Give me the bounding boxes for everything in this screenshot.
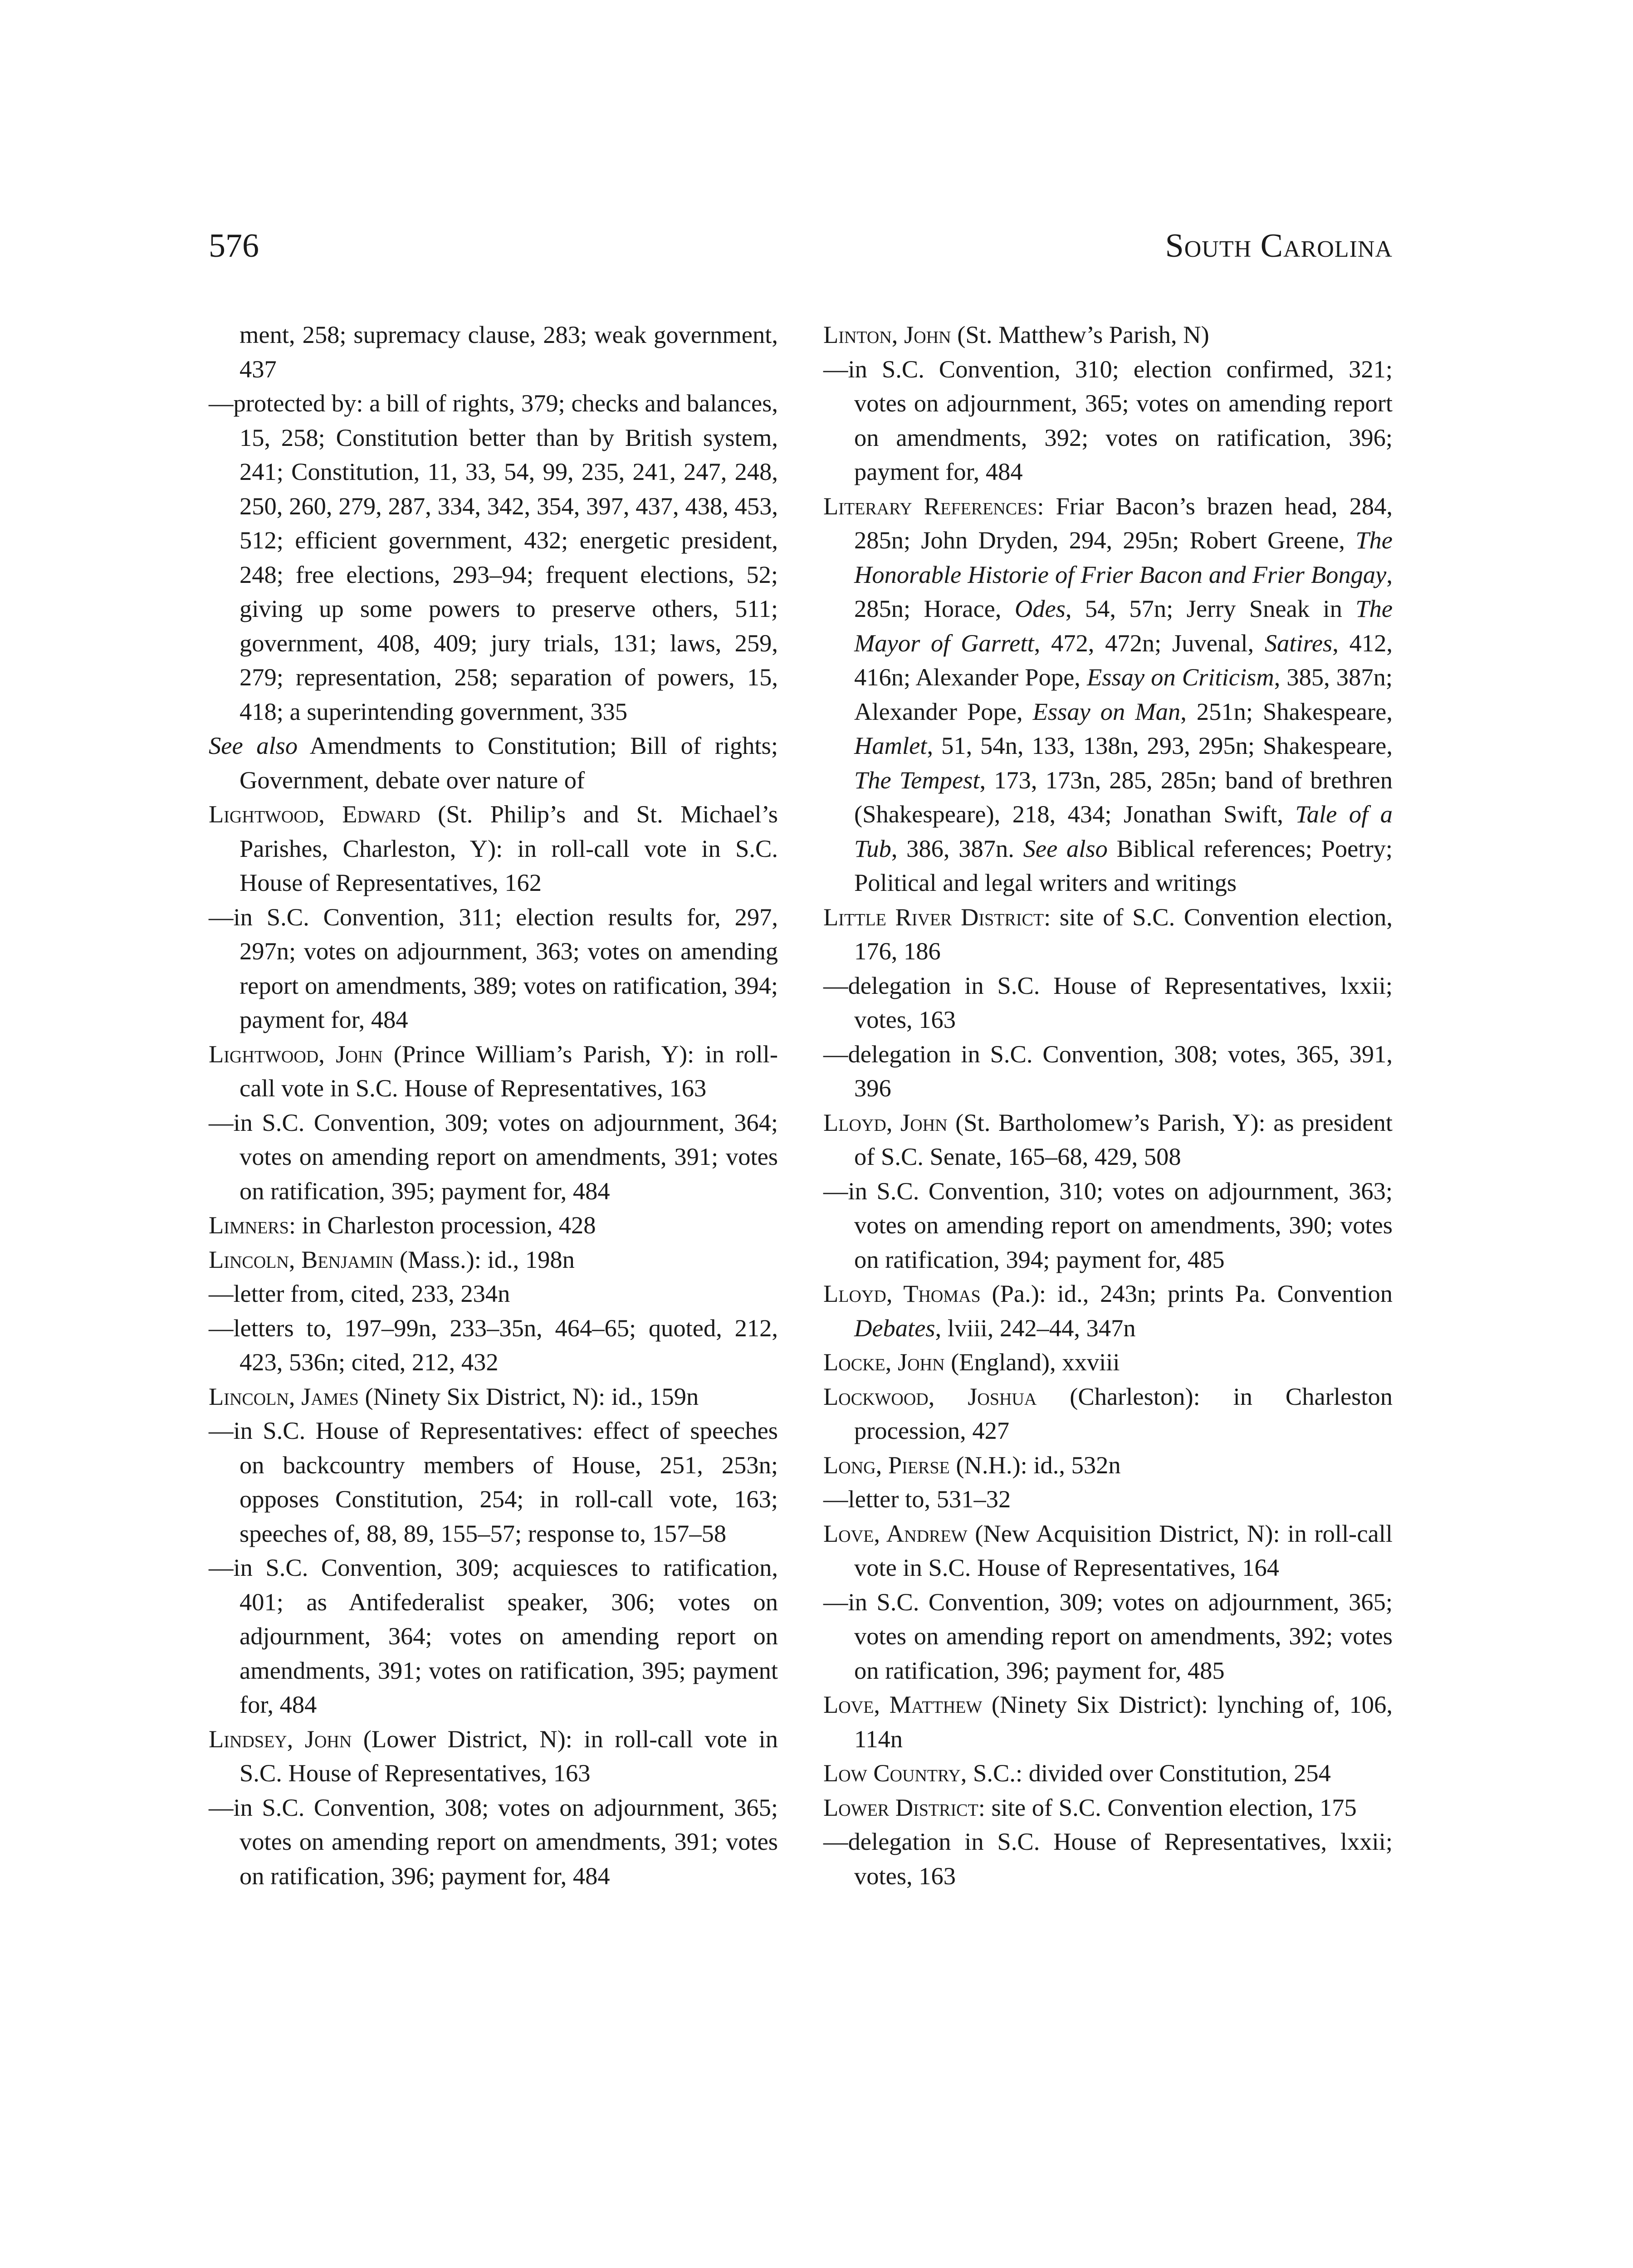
index-subentry xyxy=(209,1790,778,1893)
entry-heading: Lincoln, Benjamin xyxy=(209,1245,394,1273)
italic-text: Essay on Criticism xyxy=(1086,663,1274,691)
italic-text: The Mayor of Garrett xyxy=(854,595,1393,657)
index-subentry xyxy=(209,1276,778,1311)
index-entry xyxy=(209,1379,778,1414)
index-entry xyxy=(823,1345,1393,1379)
entry-text: (England), xxviii xyxy=(944,1348,1120,1376)
index-entry xyxy=(209,1722,778,1790)
entry-text: —in S.C. Convention, 310; votes on adjournment, 363; votes on amending report on amendments, 390; votes on ratification, 394; payment for, 485 xyxy=(823,1177,1393,1273)
index-entry xyxy=(823,1105,1393,1174)
entry-text: (N.H.): id., 532n xyxy=(949,1451,1121,1479)
entry-heading: Literary References xyxy=(823,492,1037,520)
index-entry xyxy=(209,728,778,797)
entry-text: (Pa.): id., 243n; prints Pa. Convention xyxy=(980,1280,1393,1307)
index-subentry xyxy=(823,1174,1393,1277)
index-entry xyxy=(823,1379,1393,1448)
entry-text: , 173, 173n, 285, 285n; band of brethren (Shakespeare), 218, 434; Jonathan Swift, xyxy=(854,766,1393,828)
index-column-left xyxy=(209,318,778,1893)
entry-text: : in Charleston procession, 428 xyxy=(288,1211,596,1239)
index-subentry xyxy=(823,1824,1393,1893)
italic-text: Hamlet xyxy=(854,732,927,759)
index-subentry xyxy=(209,1311,778,1379)
entry-text: , 251n; Shakespeare, xyxy=(1180,697,1393,725)
index-column-right xyxy=(823,318,1393,1893)
index-entry xyxy=(823,1756,1393,1790)
entry-heading: Linton, John xyxy=(823,321,951,348)
entry-text: , 285n; Horace, xyxy=(854,560,1393,622)
index-subentry xyxy=(823,1482,1393,1516)
index-entry-continuation xyxy=(209,318,778,386)
entry-heading: Little River District xyxy=(823,903,1044,931)
index-subentry xyxy=(823,968,1393,1037)
entry-text: —in S.C. Convention, 309; votes on adjournment, 365; votes on amending report on amendments, 392; votes on ratification, 396; payment for, 485 xyxy=(823,1588,1393,1684)
index-entry xyxy=(823,1448,1393,1482)
index-entry xyxy=(823,1687,1393,1756)
index-entry xyxy=(209,797,778,900)
index-subentry xyxy=(823,352,1393,489)
entry-text: (St. Bartholomew’s Parish, Y): as president of S.C. Senate, 165–68, 429, 508 xyxy=(854,1108,1393,1170)
entry-heading: Love, Andrew xyxy=(823,1519,968,1547)
entry-text: , 472, 472n; Juvenal, xyxy=(1034,629,1265,657)
index-subentry xyxy=(209,1413,778,1550)
index-subentry xyxy=(823,1037,1393,1105)
italic-text: See also xyxy=(1023,834,1108,862)
entry-heading: Locke, John xyxy=(823,1348,945,1376)
entry-text: —letter to, 531–32 xyxy=(823,1485,1011,1513)
italic-text: Debates xyxy=(854,1314,935,1342)
entry-heading: Lincoln, James xyxy=(209,1382,359,1410)
entry-text: —in S.C. Convention, 308; votes on adjournment, 365; votes on amending report on amendments, 391; votes on ratification, 396; payment for, 484 xyxy=(209,1793,778,1890)
entry-heading: Lightwood, John xyxy=(209,1040,383,1068)
entry-text: Amendments to Constitution; Bill of rights; Government, debate over nature of xyxy=(240,732,778,794)
entry-text: : divided over Constitution, 254 xyxy=(1015,1759,1331,1787)
entry-text: , lviii, 242–44, 347n xyxy=(935,1314,1136,1342)
italic-text: The Honorable Historie of Frier Bacon and Frier Bongay xyxy=(854,526,1393,588)
entry-text: —protected by: a bill of rights, 379; checks and balances, 15, 258; Constitution better than by British system, 241; Constitution, 11, 33, 54, 99, 235, 241, 247, 248, 250, 260, 279, 287, 334, 342, 354, 397, 437, 438, 453, 512; efficient government, 432; energetic president, 248; free elections, 293–94; frequent elections, 52; giving up some powers to preserve others, 511; government, 408, 409; jury trials, 131; laws, 259, 279; representation, 258; separation of powers, 15, 418; a superintending government, 335 xyxy=(209,389,778,725)
entry-heading: Love, Matthew xyxy=(823,1691,983,1718)
entry-heading: Long, Pierse xyxy=(823,1451,950,1479)
index-entry xyxy=(823,1516,1393,1585)
entry-heading: Lloyd, Thomas xyxy=(823,1280,981,1307)
index-subentry xyxy=(823,1585,1393,1688)
entry-text: , 386, 387n. xyxy=(891,834,1023,862)
entry-heading: Lockwood, Joshua xyxy=(823,1382,1037,1410)
index-subentry xyxy=(209,900,778,1037)
italic-text: Odes xyxy=(1014,595,1066,622)
index-subentry xyxy=(209,1105,778,1208)
entry-text: —in S.C. Convention, 309; votes on adjournment, 364; votes on amending report on amendments, 391; votes on ratification, 395; payment for, 484 xyxy=(209,1108,778,1205)
entry-text: , 54, 57n; Jerry Sneak in xyxy=(1065,595,1356,622)
index-entry xyxy=(823,318,1393,352)
italic-text: See also xyxy=(209,732,298,759)
entry-text: —in S.C. Convention, 309; acquiesces to ratification, 401; as Antifederalist speaker, 306; votes on adjournment, 364; votes on amending report on amendments, 391; votes on ratification, 395; payment for, 484 xyxy=(209,1554,778,1718)
index-entry xyxy=(823,900,1393,968)
entry-text: —delegation in S.C. House of Representatives, lxxii; votes, 163 xyxy=(823,971,1393,1033)
running-head: South Carolina xyxy=(1165,227,1393,264)
index-entry xyxy=(823,1276,1393,1345)
entry-text: (St. Philip’s and St. Michael’s Parishes, Charleston, Y): in roll-call vote in S.C. House of Representatives, 162 xyxy=(240,800,778,896)
entry-text: —delegation in S.C. House of Representatives, lxxii; votes, 163 xyxy=(823,1828,1393,1890)
entry-text: , 385, 387n; Alexander Pope, xyxy=(854,663,1393,725)
entry-text: (Mass.): id., 198n xyxy=(393,1245,575,1273)
italic-text: Essay on Man xyxy=(1032,697,1181,725)
entry-text: (Ninety Six District, N): id., 159n xyxy=(358,1382,699,1410)
page-header xyxy=(209,227,1393,281)
entry-text: ment, 258; supremacy clause, 283; weak government, 437 xyxy=(240,321,778,383)
entry-heading: Lower District xyxy=(823,1793,978,1821)
index-entry xyxy=(209,1208,778,1242)
entry-text: (New Acquisition District, N): in roll-call vote in S.C. House of Representatives, 164 xyxy=(854,1519,1393,1581)
entry-text: (Ninety Six District): lynching of, 106, 114n xyxy=(854,1691,1393,1753)
italic-text: Satires xyxy=(1264,629,1333,657)
entry-text: , 51, 54n, 133, 138n, 293, 295n; Shakespeare, xyxy=(927,732,1393,759)
index-subentry xyxy=(209,386,778,728)
entry-text: —letter from, cited, 233, 234n xyxy=(209,1280,510,1307)
index-subentry xyxy=(209,1550,778,1722)
entry-text: —in S.C. Convention, 311; election results for, 297, 297n; votes on adjournment, 363; votes on amending report on amendments, 389; votes on ratification, 394; payment for, 484 xyxy=(209,903,778,1033)
italic-text: Tale of a Tub xyxy=(854,800,1393,862)
italic-text: The Tempest xyxy=(854,766,980,794)
page-number: 576 xyxy=(209,227,259,264)
entry-text: —delegation in S.C. Convention, 308; votes, 365, 391, 396 xyxy=(823,1040,1393,1102)
entry-text: (Lower District, N): in roll-call vote in S.C. House of Representatives, 163 xyxy=(240,1725,778,1787)
entry-heading: Lloyd, John xyxy=(823,1108,948,1136)
index-entry xyxy=(823,1790,1393,1825)
entry-heading: Lightwood, Edward xyxy=(209,800,420,828)
index-entry xyxy=(209,1242,778,1277)
entry-text: : Friar Bacon’s brazen head, 284, 285n; John Dryden, 294, 295n; Robert Greene, xyxy=(854,492,1393,554)
entry-heading: Low Country, S.C. xyxy=(823,1759,1016,1787)
entry-text: —letters to, 197–99n, 233–35n, 464–65; quoted, 212, 423, 536n; cited, 212, 432 xyxy=(209,1314,778,1376)
index-entry xyxy=(209,1037,778,1105)
entry-text: —in S.C. Convention, 310; election confirmed, 321; votes on adjournment, 365; votes on amending report on amendments, 392; votes on ratification, 396; payment for, 484 xyxy=(823,355,1393,485)
entry-heading: Limners xyxy=(209,1211,289,1239)
entry-text: : site of S.C. Convention election, 175 xyxy=(978,1793,1357,1821)
entry-text: , 412, 416n; Alexander Pope, xyxy=(854,629,1393,691)
entry-text: (Prince William’s Parish, Y): in roll-call vote in S.C. House of Representatives, 163 xyxy=(240,1040,778,1102)
entry-text: (Charleston): in Charleston procession, 427 xyxy=(854,1382,1393,1444)
entry-text: —in S.C. House of Representatives: effect of speeches on backcountry members of House, 251, 253n; opposes Constitution, 254; in roll-call vote, 163; speeches of, 88, 89, 155–57; response to, 157–58 xyxy=(209,1417,778,1547)
index-entry xyxy=(823,489,1393,900)
entry-text: (St. Matthew’s Parish, N) xyxy=(951,321,1209,348)
entry-text: Biblical references; Poetry; Political and legal writers and writings xyxy=(854,834,1393,896)
entry-text: : site of S.C. Convention election, 176, 186 xyxy=(854,903,1393,965)
entry-heading: Lindsey, John xyxy=(209,1725,352,1753)
